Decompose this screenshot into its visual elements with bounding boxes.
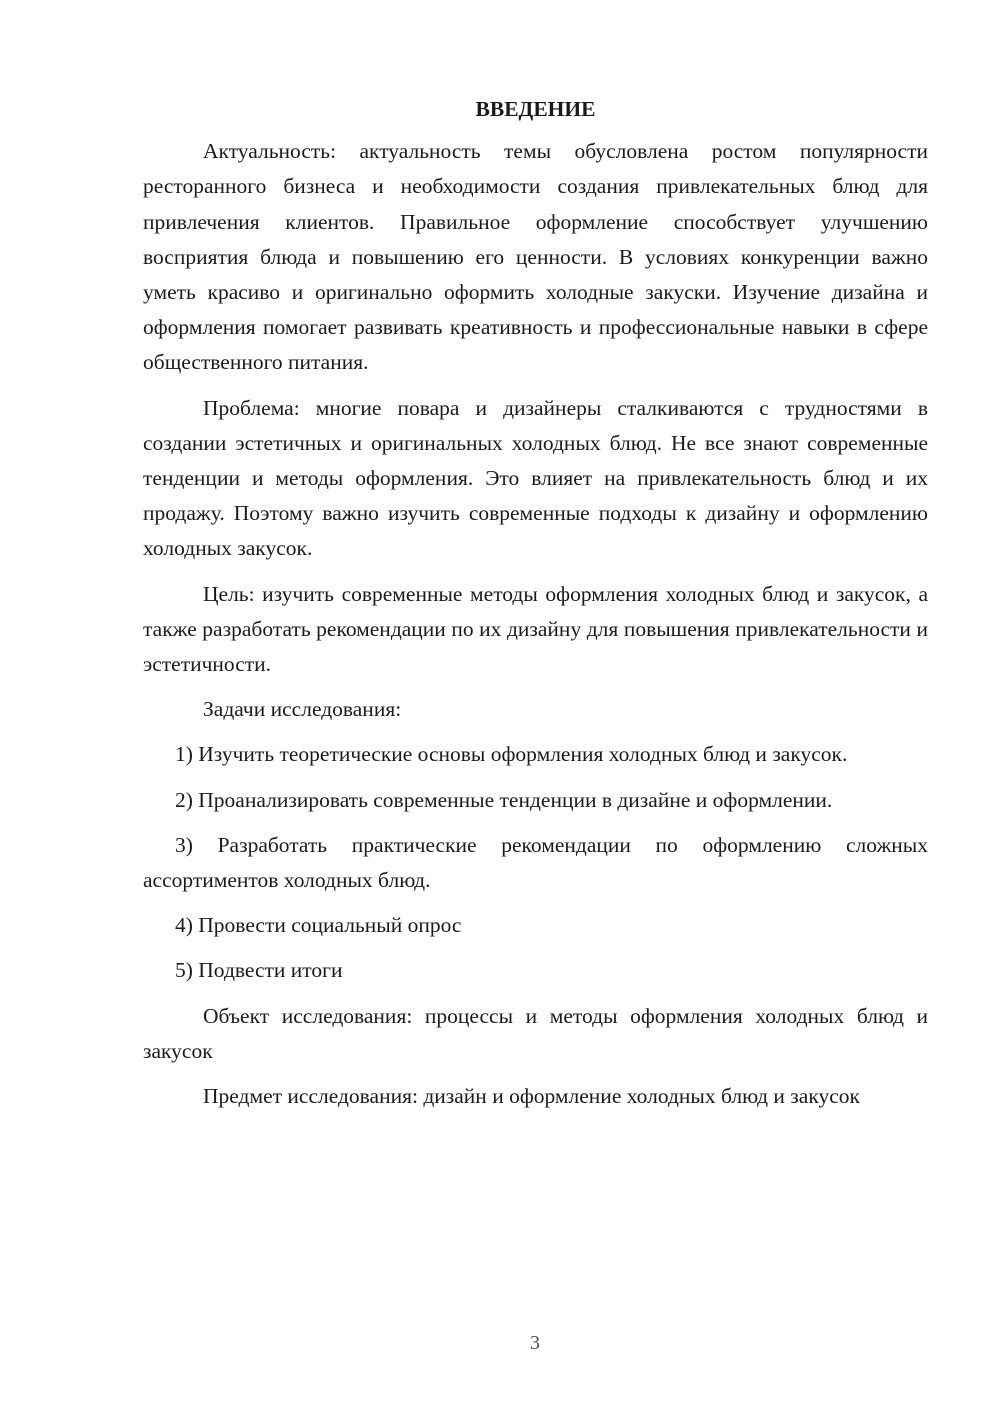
task-item: 2) Проанализировать современные тенденции в дизайне и оформлении. bbox=[175, 787, 833, 812]
task-item: 4) Провести социальный опрос bbox=[175, 913, 462, 938]
task-item: 5) Подвести итоги bbox=[175, 958, 343, 983]
task-item: 1) Изучить теоретические основы оформления холодных блюд и закусок. bbox=[175, 742, 848, 767]
task-item: 3) Разработать практические рекомендации по оформлению сложных ассортиментов холодных блюд. bbox=[143, 832, 928, 893]
problem-paragraph: Проблема: многие повара и дизайнеры сталкиваются с трудностями в создании эстетичных и оригинальных холодных блюд. Не все знают современные тенденции и методы оформления. Это влияет на привлекательность блюд и их продажу. Поэтому важно изучить современные подходы к дизайну и оформлению холодных закусок. bbox=[143, 395, 928, 561]
research-object-paragraph: Объект исследования: процессы и методы оформления холодных блюд и закусок bbox=[143, 1003, 928, 1063]
relevance-paragraph: Актуальность: актуальность темы обусловлена ростом популярности ресторанного бизнеса и необходимости создания привлекательных блюд для привлечения клиентов. Правильное оформление способствует улучшению восприятия блюда и повышению его ценности. В условиях конкуренции важно уметь красиво и оригинально оформить холодные закуски. Изучение дизайна и оформления помогает развивать креативность и профессиональные навыки в сфере общественного питания. bbox=[143, 139, 928, 375]
goal-paragraph: Цель: изучить современные методы оформления холодных блюд и закусок, а также разработать рекомендации по их дизайну для повышения привлекательности и эстетичности. bbox=[143, 581, 928, 677]
section-title: ВВЕДЕНИЕ bbox=[475, 97, 596, 121]
page-number: 3 bbox=[530, 1332, 540, 1354]
document-page bbox=[143, 92, 928, 1124]
tasks-heading: Задачи исследования: bbox=[203, 697, 402, 722]
research-subject-paragraph: Предмет исследования: дизайн и оформление холодных блюд и закусок bbox=[203, 1084, 860, 1109]
